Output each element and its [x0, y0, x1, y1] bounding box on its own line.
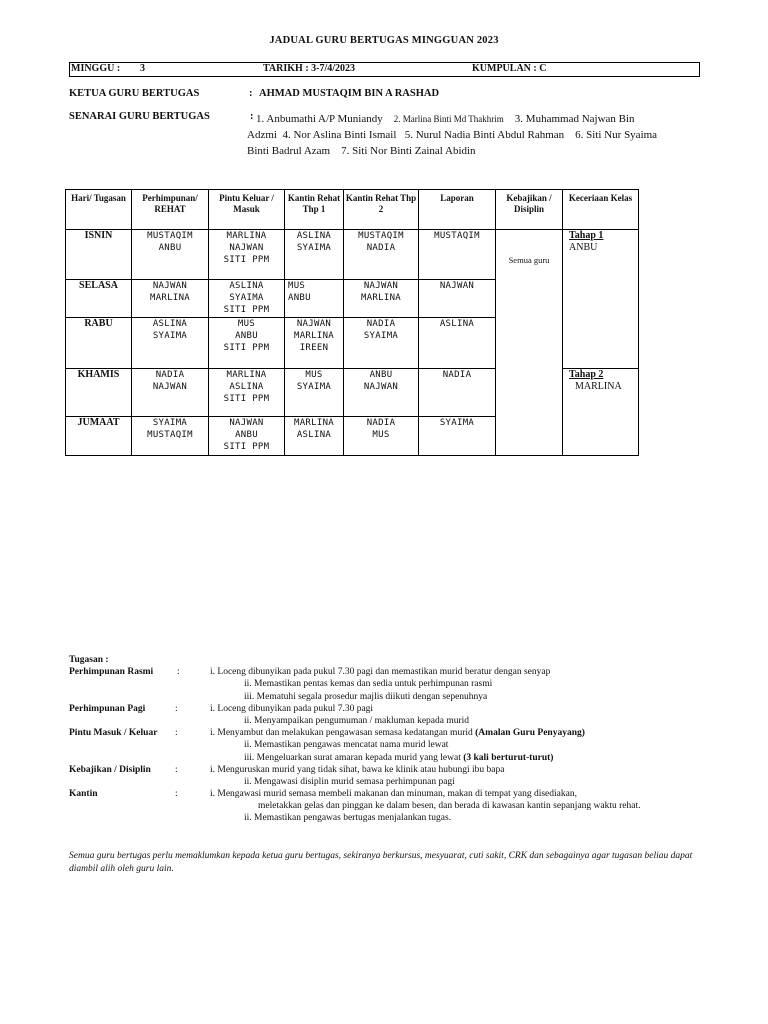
- cell-name: ANBU: [158, 243, 182, 253]
- task-line: ii. Memastikan pentas kemas dan sedia untuk perhimpunan rasmi: [244, 679, 493, 690]
- cell-laporan: [419, 230, 496, 280]
- kumpulan: KUMPULAN : C: [472, 63, 547, 74]
- teacher-4: 4. Nor Aslina Binti Ismail: [282, 129, 397, 141]
- header-kantin-2: Kantin Rehat Thp 2: [344, 190, 419, 230]
- day-cell: JUMAAT: [66, 417, 132, 456]
- cell-name: SYAIMA: [152, 331, 188, 341]
- teacher-list: [247, 111, 697, 159]
- cell-name: MUS: [305, 370, 323, 380]
- cell-name: NAJWAN: [363, 281, 399, 291]
- teacher-3: 3. Muhammad Najwan Bin: [514, 113, 635, 125]
- cell-name: ASLINA: [296, 231, 332, 241]
- ketua-sep: :: [249, 88, 253, 99]
- task-line: ii. Memastikan pengawas mencatat nama murid lewat: [244, 740, 449, 751]
- cell-perhimpunan: [132, 369, 209, 417]
- task-line: iii. Mengeluarkan surat amaran kepada murid yang lewat: [244, 752, 461, 763]
- task-kebajikan: Kebajikan / Disiplin: [69, 764, 151, 775]
- cell-kantin-2: [344, 230, 419, 280]
- cell-name: MUSTAQIM: [358, 231, 404, 241]
- task-line: i. Mengawasi murid semasa membeli makanan dan minuman, makan di tempat yang disediakan,: [210, 789, 577, 800]
- cell-laporan: [419, 318, 496, 369]
- cell-pintu: [209, 280, 285, 318]
- duty-table: [65, 189, 639, 456]
- cell-name: NADIA: [366, 418, 396, 428]
- header-laporan: Laporan: [419, 190, 496, 230]
- cell-name: SITI PPM: [223, 255, 270, 265]
- cell-name: ANBU: [235, 331, 258, 341]
- cell-name: NAJWAN: [152, 382, 188, 392]
- cell-name: MUSTAQIM: [434, 231, 480, 241]
- cell-name: MUSTAQIM: [147, 231, 193, 241]
- cell-name: ASLINA: [229, 382, 264, 392]
- task-kantin: Kantin: [69, 789, 98, 800]
- teacher-7: 7. Siti Nor Binti Zainal Abidin: [341, 145, 476, 157]
- tasks-heading: Tugasan :: [69, 655, 109, 665]
- cell-kebajikan: Semua guru: [496, 230, 563, 456]
- cell-laporan: [419, 369, 496, 417]
- cell-laporan: [419, 280, 496, 318]
- cell-kantin-2: [344, 318, 419, 369]
- cell-name: MARLINA: [149, 293, 191, 303]
- cell-kantin-1: [285, 230, 344, 280]
- cell-name: NADIA: [366, 243, 396, 253]
- cell-kantin-1: [285, 369, 344, 417]
- cell-name: ASLINA: [152, 319, 188, 329]
- cell-name: SYAIMA: [296, 243, 332, 253]
- cell-perhimpunan: [132, 417, 209, 456]
- cell-pintu: [209, 230, 285, 280]
- cell-kantin-1: [285, 417, 344, 456]
- colon: :: [175, 789, 178, 800]
- teacher-6: 6. Siti Nur Syaima: [575, 129, 658, 141]
- colon: :: [175, 703, 178, 714]
- teacher-5: 5. Nurul Nadia Binti Abdul Rahman: [404, 129, 565, 141]
- cell-keceriaan-tahap1: [563, 230, 639, 369]
- tahap2-name: MARLINA: [575, 381, 622, 392]
- task-perhimpunan-rasmi: Perhimpunan Rasmi: [69, 667, 154, 678]
- task-pintu: Pintu Masuk / Keluar: [69, 728, 158, 739]
- colon: :: [175, 728, 178, 739]
- colon: :: [177, 667, 180, 678]
- cell-name: SYAIMA: [296, 382, 332, 392]
- header-pintu: Pintu Keluar / Masuk: [209, 190, 285, 230]
- cell-name: NAJWAN: [439, 281, 475, 291]
- tasks-section: [69, 654, 749, 825]
- cell-name: MUS: [237, 319, 256, 329]
- cell-name: NAJWAN: [229, 418, 264, 428]
- task-line: ii. Menyampaikan pengumuman / makluman kepada murid: [244, 715, 470, 726]
- cell-name: ANBU: [369, 370, 393, 380]
- cell-name: MARLINA: [226, 231, 267, 241]
- cell-name: NAJWAN: [229, 243, 264, 253]
- header-hari: Hari/ Tugasan: [66, 190, 132, 230]
- cell-pintu: [209, 318, 285, 369]
- cell-name: NADIA: [366, 319, 396, 329]
- header-perhimpunan: Perhimpunan/ REHAT: [132, 190, 209, 230]
- cell-name: SYAIMA: [439, 418, 475, 428]
- cell-name: ASLINA: [296, 430, 332, 440]
- minggu-label: MINGGU :: [71, 63, 121, 74]
- cell-name: MARLINA: [293, 331, 335, 341]
- task-line: i. Menyambut dan melakukan pengawasan semasa kedatangan murid: [210, 728, 473, 739]
- task-line: iii. Mematuhi segala prosedur majlis diikuti dengan sepenuhnya: [244, 691, 488, 702]
- cell-name: MUS: [372, 430, 390, 440]
- teacher-3b: Adzmi: [247, 129, 277, 141]
- cell-kantin-2: [344, 417, 419, 456]
- cell-perhimpunan: [132, 318, 209, 369]
- tarikh: TARIKH : 3-7/4/2023: [263, 63, 356, 74]
- day-cell: RABU: [66, 318, 132, 369]
- tahap1-name: ANBU: [569, 242, 598, 253]
- cell-name: NADIA: [442, 370, 472, 380]
- cell-perhimpunan: [132, 280, 209, 318]
- header-kantin-1: Kantin Rehat Thp 1: [285, 190, 344, 230]
- page-title: JADUAL GURU BERTUGAS MINGGUAN 2023: [269, 35, 499, 46]
- task-perhimpunan-pagi: Perhimpunan Pagi: [69, 703, 146, 714]
- cell-kantin-2: [344, 369, 419, 417]
- task-line: i. Loceng dibunyikan pada pukul 7.30 pagi: [210, 703, 374, 714]
- colon: :: [175, 764, 178, 775]
- cell-name: ASLINA: [439, 319, 475, 329]
- cell-name: ASLINA: [229, 281, 264, 291]
- cell-laporan: [419, 417, 496, 456]
- task-line: meletakkan gelas dan pinggan ke dalam besen, dan berada di kawasan kantin sepanjang waktu rehat.: [258, 801, 641, 812]
- cell-kantin-2: [344, 280, 419, 318]
- cell-name: SITI PPM: [223, 394, 270, 404]
- footer-note: Semua guru bertugas perlu memaklumkan kepada ketua guru bertugas, sekiranya berkursus, mesyuarat, cuti sakit, CRK dan sebagainya agar tugasan beliau dapat diambil alih oleh guru lain.: [69, 851, 693, 874]
- cell-pintu: [209, 417, 285, 456]
- cell-name: SITI PPM: [223, 442, 270, 452]
- minggu-value: 3: [140, 63, 145, 74]
- ketua-value: AHMAD MUSTAQIM BIN A RASHAD: [259, 88, 440, 99]
- ketua-label: KETUA GURU BERTUGAS: [69, 88, 200, 99]
- cell-pintu: [209, 369, 285, 417]
- senarai-label: SENARAI GURU BERTUGAS: [69, 111, 210, 122]
- cell-name: SYAIMA: [152, 418, 188, 428]
- cell-keceriaan-tahap2: [563, 369, 639, 456]
- cell-name: NAJWAN: [296, 319, 332, 329]
- cell-name: ANBU: [235, 430, 258, 440]
- tahap2-label: Tahap 2: [569, 369, 604, 380]
- cell-kantin-1: [285, 318, 344, 369]
- table-row: [66, 230, 639, 280]
- cell-name: SYAIMA: [363, 331, 399, 341]
- teacher-6b: Binti Badrul Azam: [247, 145, 331, 157]
- header-kebajikan: Kebajikan / Disiplin: [496, 190, 563, 230]
- day-cell: ISNIN: [66, 230, 132, 280]
- task-emphasis: (Amalan Guru Penyayang): [475, 728, 585, 739]
- task-line: i. Menguruskan murid yang tidak sihat, bawa ke klinik atau hubungi ibu bapa: [210, 764, 505, 775]
- teacher-1: 1. Anbumathi A/P Muniandy: [256, 113, 383, 125]
- header-keceriaan: Keceriaan Kelas: [563, 190, 639, 230]
- task-emphasis: (3 kali berturut-turut): [463, 752, 554, 763]
- cell-name: NADIA: [155, 370, 185, 380]
- cell-name: MARLINA: [226, 370, 267, 380]
- day-cell: SELASA: [66, 280, 132, 318]
- teacher-2: 2. Marlina Binti Md Thakhrim: [393, 114, 504, 124]
- senarai-sep: :: [250, 111, 254, 122]
- cell-name: NAJWAN: [363, 382, 399, 392]
- cell-name: SITI PPM: [223, 343, 270, 353]
- cell-name: NAJWAN: [152, 281, 188, 291]
- task-line: i. Loceng dibunyikan pada pukul 7.30 pagi dan memastikan murid beratur dengan senyap: [210, 667, 551, 678]
- tahap1-label: Tahap 1: [569, 230, 604, 241]
- cell-name: MUSTAQIM: [147, 430, 193, 440]
- table-header-row: [66, 190, 639, 230]
- cell-name: IREEN: [299, 343, 329, 353]
- task-line: ii. Memastikan pengawas bertugas menjalankan tugas.: [244, 813, 452, 824]
- cell-name: MUS: [288, 281, 306, 291]
- day-cell: KHAMIS: [66, 369, 132, 417]
- cell-name: MARLINA: [360, 293, 402, 303]
- cell-name: MARLINA: [293, 418, 335, 428]
- info-bar: [69, 62, 700, 77]
- cell-name: SYAIMA: [229, 293, 264, 303]
- task-line: ii. Mengawasi disiplin murid semasa perhimpunan pagi: [244, 776, 455, 787]
- cell-kantin-1: [285, 280, 344, 318]
- cell-perhimpunan: [132, 230, 209, 280]
- cell-name: ANBU: [288, 293, 311, 303]
- cell-name: SITI PPM: [223, 305, 270, 315]
